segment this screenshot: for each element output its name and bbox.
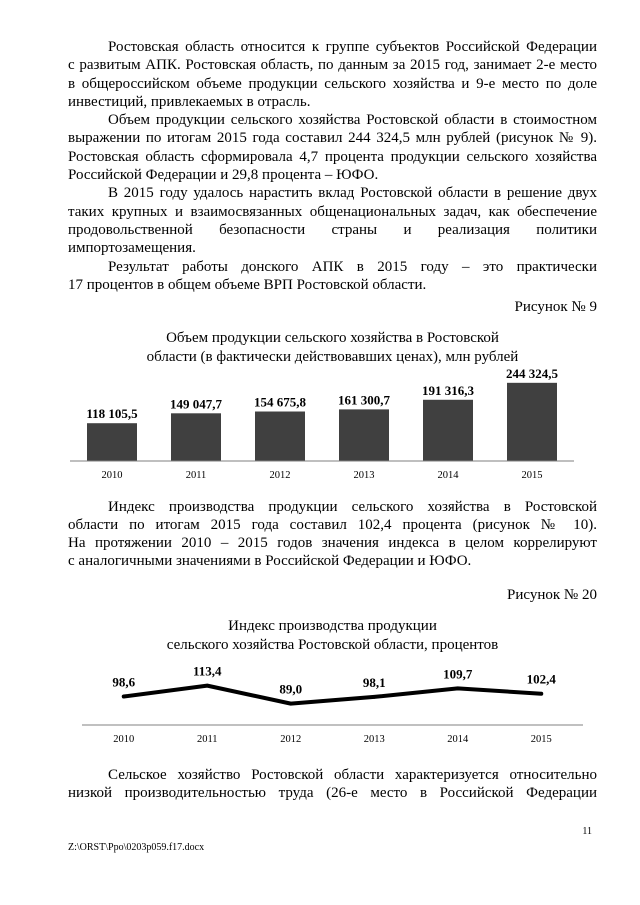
paragraph (68, 498, 597, 571)
bar-chart (0, 360, 640, 485)
text-line: Результат работы донского АПК в 2015 году – это практически (108, 258, 597, 275)
line-chart-title: Индекс производства продукции сельского хозяйства Ростовской области, процентов (166, 618, 499, 653)
data-label: 89,0 (279, 681, 303, 697)
x-tick-label: 2010 (101, 470, 123, 481)
text-line: инвестиций, привлекаемых в отрасль. (68, 93, 311, 110)
x-tick-label: 2011 (196, 734, 218, 745)
line-chart (0, 660, 640, 750)
series-line (124, 686, 542, 704)
x-tick-label: 2012 (280, 734, 302, 745)
data-label: 154 675,8 (254, 394, 306, 410)
paragraph (68, 766, 597, 803)
text-block-top (68, 38, 597, 294)
text-line: таких крупных и взаимосвязанных общенациональных задач, как обеспечение (68, 203, 597, 220)
data-point-2015 (539, 692, 543, 696)
text-line: Ростовская область относится к группе субъектов Российской Федерации (108, 39, 597, 55)
data-label: 191 316,3 (422, 382, 474, 398)
text-line: Сельское хозяйство Ростовской области характеризуется относительно (108, 767, 597, 783)
x-tick-label: 2015 (530, 734, 552, 745)
bar-2011 (171, 413, 221, 461)
text-line: Российской Федерации и 29,8 процента – ЮФО. (68, 167, 379, 184)
text-line: выражении по итогам 2015 года составил 244 324,5 млн рублей (рисунок № 9). (68, 130, 597, 147)
text-line: В 2015 году удалось нарастить вклад Ростовской области в решение двух (108, 185, 597, 202)
bar-2013 (339, 409, 389, 461)
paragraph (68, 111, 597, 184)
bar-2010 (87, 423, 137, 461)
text-line: Индекс производства продукции сельского хозяйства в Ростовской (108, 498, 597, 515)
x-tick-label: 2011 (185, 470, 207, 481)
text-line: низкой производительностью труда (26-е место в Российской Федерации (68, 785, 597, 802)
data-label: 113,4 (192, 663, 222, 679)
bar-2015 (507, 383, 557, 461)
text-line: На протяжении 2010 – 2015 годов значения индекса в целом коррелируют (68, 535, 597, 552)
paragraph (68, 258, 597, 295)
data-point-2011 (205, 684, 209, 688)
text-line: с аналогичными значениями в Российской Федерации и ЮФО. (68, 553, 472, 570)
data-label: 118 105,5 (86, 406, 138, 422)
x-tick-label: 2010 (113, 734, 135, 745)
data-label: 161 300,7 (338, 392, 390, 408)
text-line: 17 процентов в общем объеме ВРП Ростовской области. (68, 276, 427, 293)
text-line: Объем продукции сельского хозяйства Ростовской области в стоимостном (108, 112, 597, 129)
data-point-2013 (372, 695, 376, 699)
bar-chart-title: Объем продукции сельского хозяйства в Ростовской области (в фактически действовавших ценах), млн рублей (146, 330, 519, 365)
footer-page-number: 11 (582, 826, 592, 837)
bar-2014 (423, 400, 473, 461)
x-tick-label: 2012 (269, 470, 291, 481)
x-tick-label: 2014 (437, 470, 459, 481)
x-tick-label: 2013 (363, 734, 385, 745)
text-line: с развитым АПК. Ростовская область, по данным за 2015 год, занимает 2-е место (68, 57, 597, 74)
footer-file-path: Z:\ORST\Ppo\0203p059.f17.docx (68, 842, 205, 853)
x-tick-label: 2014 (447, 734, 469, 745)
text-line: в общероссийском объеме продукции сельского хозяйства и 9-е место по доле (68, 75, 597, 92)
paragraph (68, 184, 597, 257)
figure-caption-9: Рисунок № 9 (514, 299, 597, 315)
text-line: импортозамещения. (68, 240, 196, 257)
text-block-bottom (68, 766, 597, 803)
text-line: области по итогам 2015 года составил 102,4 процента (рисунок № 10). (68, 516, 597, 533)
paragraph (68, 38, 597, 111)
figure-caption-20: Рисунок № 20 (507, 587, 597, 603)
text-line: продовольственной безопасности страны и реализация политики (68, 221, 597, 238)
bar-2012 (255, 412, 305, 461)
data-point-2014 (456, 687, 460, 691)
text-line: Ростовская область сформировала 4,7 процента продукции сельского хозяйства (68, 148, 597, 165)
x-tick-label: 2013 (353, 470, 375, 481)
data-label: 109,7 (443, 666, 473, 682)
data-label: 98,1 (362, 674, 386, 690)
data-point-2010 (122, 695, 126, 699)
data-label: 102,4 (526, 671, 556, 687)
data-label: 98,6 (112, 674, 136, 690)
data-label: 244 324,5 (506, 365, 558, 381)
data-point-2012 (289, 702, 293, 706)
data-label: 149 047,7 (170, 396, 222, 412)
x-tick-label: 2015 (521, 470, 543, 481)
text-block-middle (68, 498, 597, 571)
